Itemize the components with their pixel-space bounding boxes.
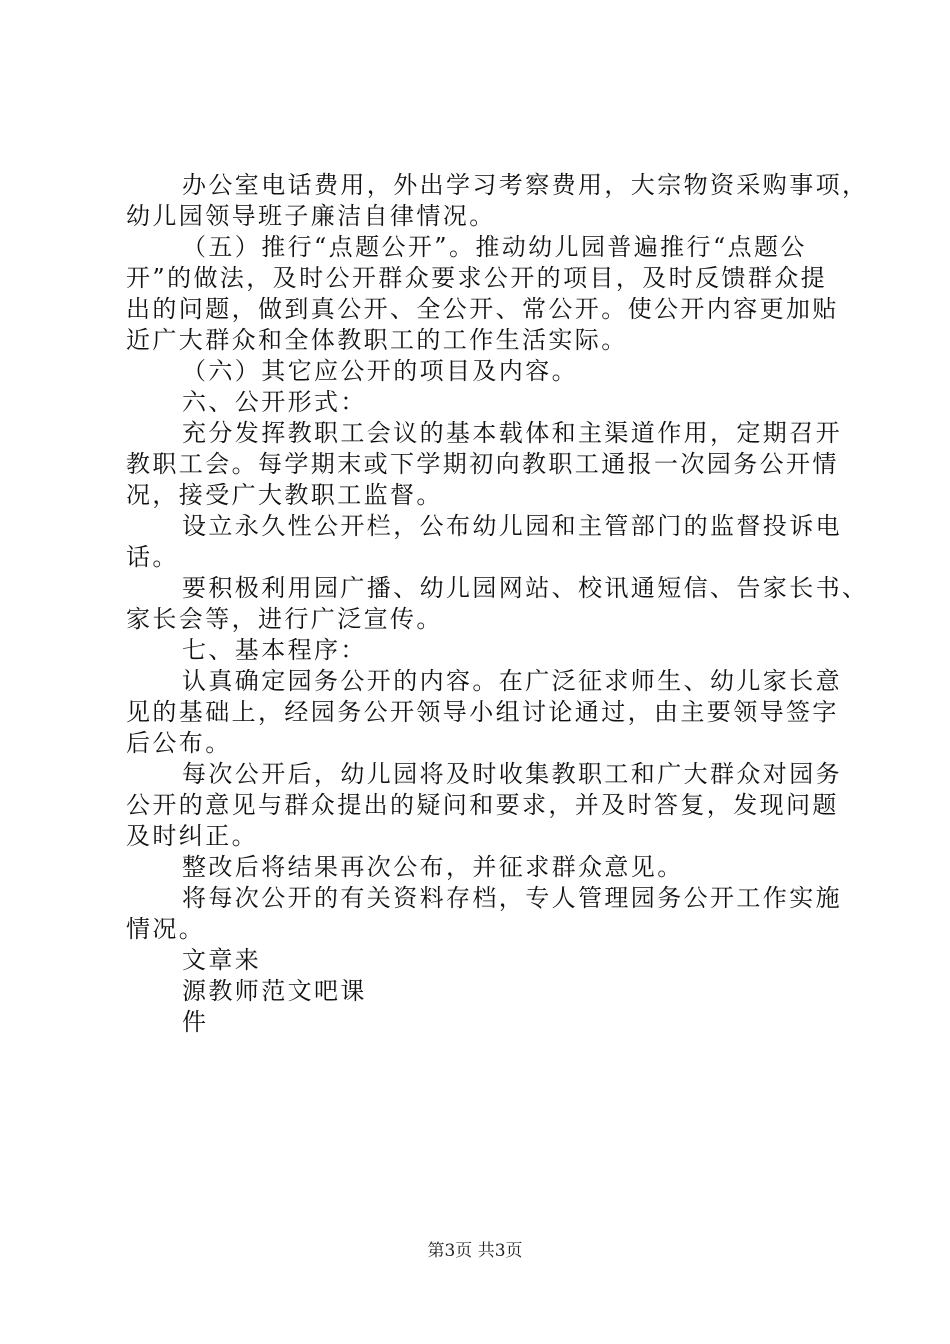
text-line: 件 [182,1008,209,1036]
text-line: 况，接受广大教职工监督。 [126,481,443,509]
text-line: 话。 [126,543,179,571]
text-line: 近广大群众和全体教职工的工作生活实际。 [126,326,628,354]
text-line: 七、基本程序： [182,636,367,664]
text-line: 家长会等，进行广泛宣传。 [126,605,443,633]
text-line: 设立永久性公开栏，公布幼儿园和主管部门的监督投诉电 [182,512,842,540]
text-line: 六、公开形式： [182,388,367,416]
text-line: 认真确定园务公开的内容。在广泛征求师生、幼儿家长意 [182,667,842,695]
text-line: 出的问题，做到真公开、全公开、常公开。使公开内容更加贴 [126,295,839,323]
text-line: （五）推行“点题公开”。推动幼儿园普遍推行“点题公 [182,233,807,261]
text-line: 后公布。 [126,729,232,757]
text-line: 整改后将结果再次公布，并征求群众意见。 [182,853,684,881]
text-line: 及时纠正。 [126,822,258,850]
body-text [126,170,869,1038]
text-line: 源教师范文吧课 [182,977,367,1005]
text-line: 办公室电话费用，外出学习考察费用，大宗物资采购事项， [182,171,869,199]
text-line: （六）其它应公开的项目及内容。 [182,357,578,385]
text-line: 公开的意见与群众提出的疑问和要求，并及时答复，发现问题 [126,791,839,819]
text-line: 每次公开后，幼儿园将及时收集教职工和广大群众对园务 [182,760,842,788]
text-line: 情况。 [126,915,206,943]
text-line: 见的基础上，经园务公开领导小组讨论通过，由主要领导签字 [126,698,839,726]
text-line: 幼儿园领导班子廉洁自律情况。 [126,202,496,230]
text-line: 将每次公开的有关资料存档，专人管理园务公开工作实施 [182,884,842,912]
text-line: 开”的做法，及时公开群众要求公开的项目，及时反馈群众提 [126,264,828,292]
text-line: 文章来 [182,946,262,974]
page-footer: 第3页 共3页 [427,1241,523,1261]
text-line: 教职工会。每学期末或下学期初向教职工通报一次园务公开情 [126,450,839,478]
text-line: 充分发挥教职工会议的基本载体和主渠道作用，定期召开 [182,419,842,447]
text-line: 要积极利用园广播、幼儿园网站、校讯通短信、告家长书、 [182,574,869,602]
